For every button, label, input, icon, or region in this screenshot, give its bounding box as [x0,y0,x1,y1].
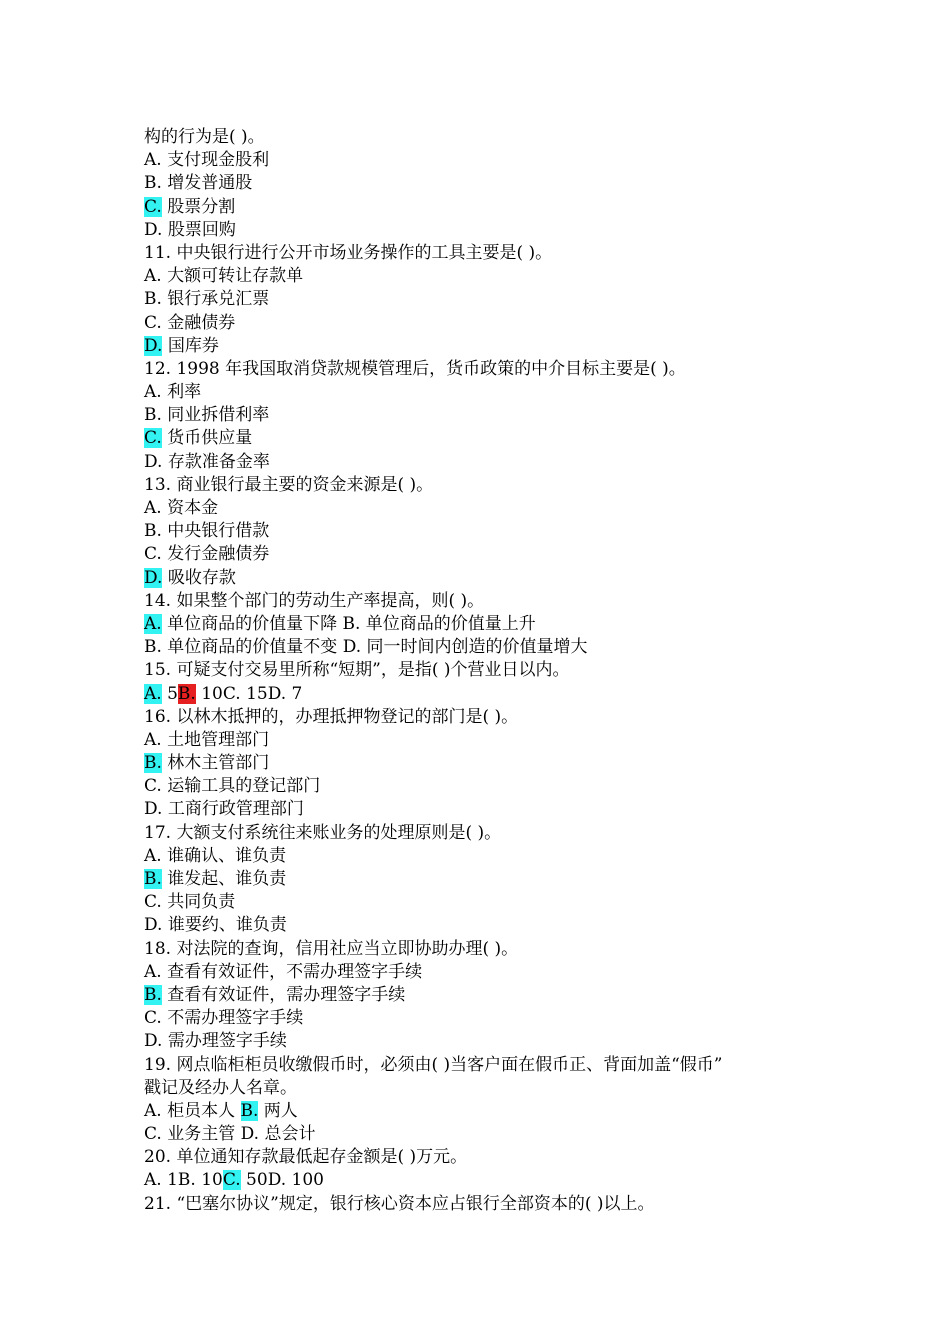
text-line [144,497,824,520]
text-line [144,636,824,659]
text-line [144,659,824,682]
text-line [144,590,824,613]
answer-highlight-cyan: A. [144,683,162,704]
text-line [144,1123,824,1146]
text-segment: C. 不需办理签字手续 [144,1008,304,1029]
text-line [144,172,824,195]
text-segment: 吸收存款 [162,567,236,588]
text-line [144,1007,824,1030]
text-segment: D. 股票回购 [144,219,236,240]
text-segment: 查看有效证件，需办理签字手续 [161,984,406,1005]
text-line [144,1054,824,1077]
text-segment: C. 发行金融债券 [144,544,270,565]
text-segment: 10C. 15D. 7 [195,683,303,704]
answer-highlight-cyan: C. [144,196,162,217]
text-line [144,543,824,566]
text-line [144,798,824,821]
text-segment: 15. 可疑支付交易里所称“短期”，是指( )个营业日以内。 [144,660,570,681]
text-segment: A. 1B. 10 [144,1170,223,1191]
text-segment: A. 谁确认、谁负责 [144,845,287,866]
text-line [144,775,824,798]
text-line [144,891,824,914]
text-line [144,520,824,543]
text-line [144,126,824,149]
text-segment: 20. 单位通知存款最低起存金额是( )万元。 [144,1147,468,1168]
text-line [144,706,824,729]
text-line [144,242,824,265]
text-line [144,335,824,358]
answer-highlight-cyan: B. [240,1100,259,1121]
text-segment: 14. 如果整个部门的劳动生产率提高，则( )。 [144,590,485,611]
text-segment: 18. 对法院的查询，信用社应当立即协助办理( )。 [144,938,519,959]
text-segment: 13. 商业银行最主要的资金来源是( )。 [144,474,434,495]
text-line [144,961,824,984]
text-segment: 股票分割 [161,196,236,217]
answer-highlight-cyan: D. [144,567,163,588]
text-line [144,914,824,937]
text-segment: 19. 网点临柜柜员收缴假币时，必须由( )当客户面在假币正、背面加盖“假币” [144,1054,723,1075]
text-line [144,1100,824,1123]
answer-highlight-cyan: B. [144,984,162,1005]
text-segment: D. 需办理签字手续 [144,1031,287,1052]
text-segment: 林木主管部门 [161,753,270,774]
text-line [144,312,824,335]
text-segment: 11. 中央银行进行公开市场业务操作的工具主要是( )。 [144,242,553,263]
text-segment: B. 中央银行借款 [144,521,270,542]
text-line [144,567,824,590]
text-segment: B. 银行承兑汇票 [144,289,270,310]
text-segment: A. 利率 [144,382,202,403]
text-segment: 21. “巴塞尔协议”规定，银行核心资本应占银行全部资本的( )以上。 [144,1193,655,1214]
text-line [144,381,824,404]
question-text-body [144,126,824,1216]
text-line [144,984,824,1007]
text-segment: A. 资本金 [144,498,219,518]
text-segment: 国库券 [162,335,219,356]
text-segment: C. 共同负责 [144,892,236,913]
text-segment: B. 增发普通股 [144,173,253,194]
text-segment: C. 运输工具的登记部门 [144,776,321,797]
answer-highlight-cyan: B. [144,753,162,774]
answer-highlight-cyan: C. [222,1170,241,1191]
answer-highlight-cyan: A. [144,613,162,634]
text-line [144,288,824,311]
text-segment: A. 土地管理部门 [144,729,270,750]
text-line [144,1193,824,1216]
text-segment: C. 业务主管 D. 总会计 [144,1124,316,1145]
text-segment: A. 支付现金股利 [144,150,270,171]
answer-highlight-red: B. [177,683,196,704]
text-line [144,868,824,891]
text-segment: 货币供应量 [161,428,253,449]
answer-highlight-cyan: D. [144,335,163,356]
text-segment: 50D. 100 [240,1170,324,1191]
text-segment: 17. 大额支付系统往来账业务的处理原则是( )。 [144,822,502,843]
text-segment: A. 柜员本人 [144,1100,241,1121]
text-line [144,752,824,775]
text-segment: A. 查看有效证件，不需办理签字手续 [144,961,423,982]
text-segment: B. 同业拆借利率 [144,405,270,426]
text-line [144,613,824,636]
text-segment: 两人 [258,1100,298,1121]
text-segment: D. 工商行政管理部门 [144,799,304,820]
text-line [144,1146,824,1169]
text-segment: B. 单位商品的价值量不变 D. 同一时间内创造的价值量增大 [144,637,588,658]
text-line [144,474,824,497]
text-segment: A. 大额可转让存款单 [144,266,304,287]
text-line [144,358,824,381]
text-line [144,1077,824,1100]
text-line [144,683,824,706]
text-line [144,265,824,288]
text-segment: 12. 1998 年我国取消贷款规模管理后，货币政策的中介目标主要是( )。 [144,358,686,379]
text-line [144,729,824,752]
text-line [144,451,824,474]
text-segment: D. 存款准备金率 [144,451,270,472]
text-line [144,404,824,427]
text-segment: D. 谁要约、谁负责 [144,915,287,936]
text-line [144,196,824,219]
text-segment: 戳记及经办人名章。 [144,1077,297,1098]
text-segment: 构的行为是( )。 [144,127,265,147]
text-line [144,822,824,845]
answer-highlight-cyan: C. [144,428,162,449]
text-segment: 16. 以林木抵押的，办理抵押物登记的部门是( )。 [144,706,519,727]
text-line [144,938,824,961]
text-line [144,1030,824,1053]
text-line [144,149,824,172]
text-line [144,219,824,242]
text-segment: 5 [161,683,178,704]
text-segment: 单位商品的价值量下降 B. 单位商品的价值量上升 [161,613,536,634]
text-segment: 谁发起、谁负责 [161,869,287,889]
text-line [144,845,824,868]
text-segment: C. 金融债券 [144,312,236,333]
answer-highlight-cyan: B. [144,869,162,889]
text-line [144,1169,824,1192]
text-line [144,427,824,450]
